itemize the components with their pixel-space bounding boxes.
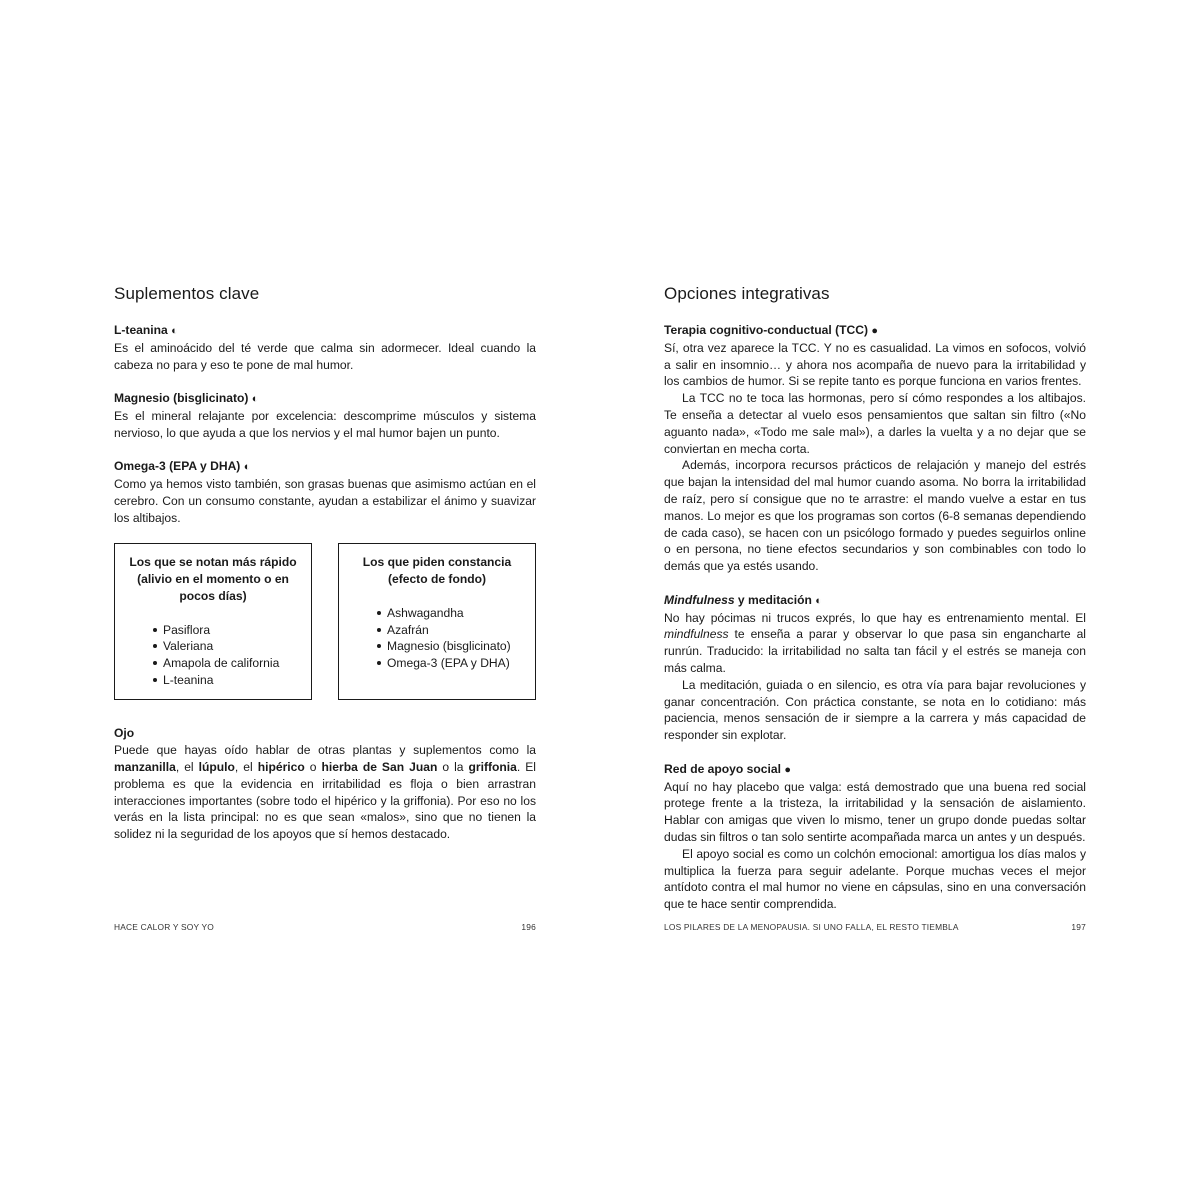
ojo-heading: Ojo bbox=[114, 726, 135, 741]
red-apoyo-heading: Red de apoyo social bbox=[664, 761, 781, 776]
supplement-heading: L-teanina bbox=[114, 323, 168, 337]
supplement-heading: Omega-3 (EPA y DHA) bbox=[114, 459, 241, 474]
box-list bbox=[123, 622, 303, 689]
half-circle-icon: ◐ bbox=[251, 393, 259, 406]
box-list bbox=[347, 605, 527, 672]
list-item: L-teanina bbox=[153, 672, 303, 689]
supplement-text: Es el mineral relajante por excelencia: descomprime músculos y sistema nervioso, lo que ayuda a que los nervios y el mal humor bajen un punto. bbox=[114, 408, 536, 440]
paragraph: Además, incorpora recursos prácticos de relajación y manejo del estrés que bajan la intensidad del mal humor cuando asoma. No borra la irritabilidad de raíz, pero sí consigue que no te arrastre: el mando vuelve a estar en tus manos. Lo mejor es que los programas son cortos (6-8 semanas dependiendo de cada caso), se hacen con un psicólogo formado y puedes seguirlos online o en persona, no tiene efectos secundarios y son combinables con todo lo demás que ya estés usando. bbox=[664, 458, 1086, 574]
box-fast-acting bbox=[114, 543, 312, 700]
paragraph: El apoyo social es como un colchón emocional: amortigua los días malos y multiplica la fuerza para seguir adelante. Porque muchas veces el mejor antídoto contra el mal humor no viene en cápsulas, sino en una conversación que te hace sentir comprendida. bbox=[664, 846, 1086, 912]
box-title: Los que se notan más rápido (alivio en el momento o en pocos días) bbox=[129, 555, 297, 603]
list-item: Pasiflora bbox=[153, 622, 303, 639]
supplement-heading: Magnesio (bisglicinato) bbox=[114, 391, 249, 406]
list-item: Amapola de california bbox=[153, 655, 303, 672]
page-footer-left bbox=[114, 922, 536, 932]
running-title: LOS PILARES DE LA MENOPAUSIA. SI UNO FALLA, EL RESTO TIEMBLA bbox=[664, 922, 959, 932]
half-circle-icon: ◐ bbox=[243, 461, 251, 474]
full-circle-icon: ● bbox=[784, 763, 791, 776]
supplement-boxes bbox=[114, 543, 536, 700]
supplement-text: Como ya hemos visto también, son grasas buenas que asimismo actúan en el cerebro. Con un consumo constante, ayudan a estabilizar el ánimo y suavizar los altibajos. bbox=[114, 477, 536, 525]
section-title-suplementos: Suplementos clave bbox=[114, 284, 260, 303]
tcc-section bbox=[664, 322, 1086, 575]
tcc-heading: Terapia cognitivo-conductual (TCC) bbox=[664, 323, 869, 337]
page-number: 197 bbox=[1071, 922, 1086, 932]
supplement-omega-3 bbox=[114, 458, 536, 526]
list-item: Valeriana bbox=[153, 638, 303, 655]
section-title-opciones: Opciones integrativas bbox=[664, 284, 830, 303]
right-page-content bbox=[664, 322, 1086, 930]
list-item: Azafrán bbox=[377, 622, 527, 639]
paragraph: No hay pócimas ni trucos exprés, lo que hay es entrenamiento mental. El mindfulness te enseña a parar y observar lo que pasa sin engancharte al runrún. Traducido: la irritabilidad no salta tan fácil y el estrés se maneja con más calma. bbox=[664, 610, 1086, 675]
half-circle-icon: ◐ bbox=[815, 594, 822, 607]
paragraph: La TCC no te toca las hormonas, pero sí cómo respondes a los altibajos. Te enseña a detectar al vuelo esos pensamientos que saltan sin filtro («No aguanto nada», «Todo me sale mal»), a darles la vuelta y a no dejar que se conviertan en mecha corta. bbox=[664, 391, 1086, 456]
supplement-l-teanina bbox=[114, 322, 536, 373]
paragraph: Sí, otra vez aparece la TCC. Y no es casualidad. La vimos en sofocos, volvió a salir en insomnio… y ahora nos acompaña de nuevo para la irritabilidad y los cambios de humor. Si se repite tanto es porque funciona en varios frentes. bbox=[664, 340, 1086, 389]
box-title: Los que piden constancia (efecto de fondo) bbox=[362, 555, 512, 587]
mindfulness-section bbox=[664, 592, 1086, 744]
supplement-magnesio bbox=[114, 390, 536, 441]
supplement-text: Es el aminoácido del té verde que calma sin adormecer. Ideal cuando la cabeza no para y eso te pone de mal humor. bbox=[114, 340, 536, 372]
list-item: Magnesio (bisglicinato) bbox=[377, 638, 527, 655]
running-title: HACE CALOR Y SOY YO bbox=[114, 922, 214, 932]
mindfulness-heading-rest: y meditación bbox=[734, 592, 812, 607]
paragraph: La meditación, guiada o en silencio, es otra vía para bajar revoluciones y ganar concentración. Con práctica constante, se nota en lo cotidiano: más paciencia, menos sensación de ir siempre a la carrera y más capacidad de responder sin explotar. bbox=[664, 677, 1086, 743]
ojo-section bbox=[114, 725, 536, 843]
mindfulness-heading-italic: Mindfulness bbox=[664, 592, 735, 607]
list-item: Omega-3 (EPA y DHA) bbox=[377, 655, 527, 672]
left-page-content bbox=[114, 322, 536, 860]
page-number: 196 bbox=[521, 922, 536, 932]
half-circle-icon: ◐ bbox=[171, 325, 178, 337]
full-circle-icon: ● bbox=[871, 325, 879, 337]
box-constancy bbox=[338, 543, 536, 700]
list-item: Ashwagandha bbox=[377, 605, 527, 622]
red-apoyo-section bbox=[664, 761, 1086, 913]
paragraph: Aquí no hay placebo que valga: está demostrado que una buena red social protege frente a la tristeza, la irritabilidad y la sensación de aislamiento. Hablar con amigas que viven lo mismo, tener un grupo donde puedas soltar dudas sin filtros o tan solo sentirte acompañada marca un antes y un después. bbox=[664, 779, 1086, 844]
ojo-text: Puede que hayas oído hablar de otras plantas y suplementos como la manzanilla, el lúpulo, el hipérico o hierba de San Juan o la griffonia. El problema es que la evidencia en irritabilidad es floja o bien arrastran interacciones importantes (sobre todo el hipérico y la griffonia). Por eso no los verás en la lista principal: no es que sean «malos», sino que no tienen la solidez ni la seguridad de los apoyos que sí hemos destacado. bbox=[114, 743, 536, 842]
page-footer-right bbox=[664, 922, 1086, 932]
